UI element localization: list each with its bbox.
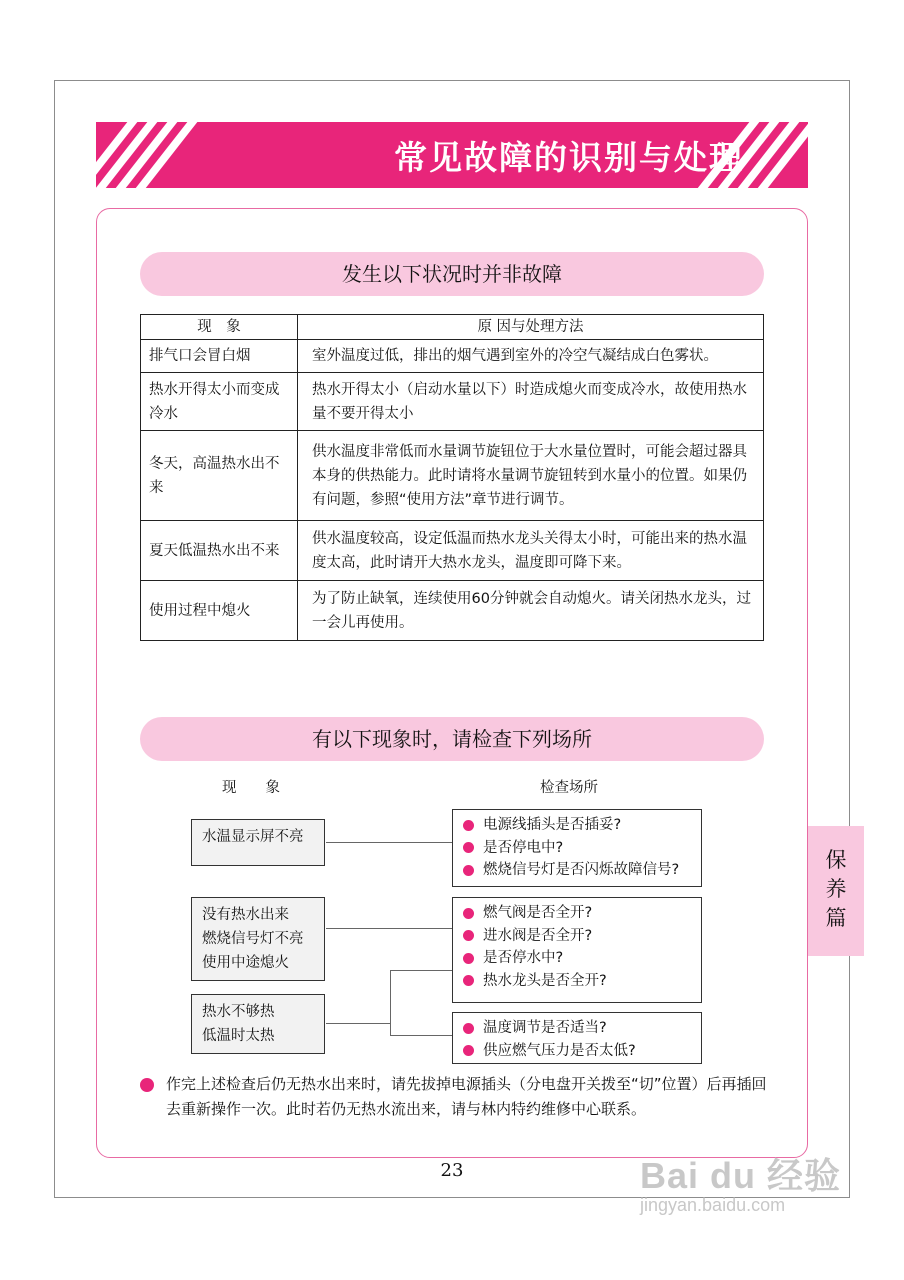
table-row [141,373,764,431]
table-row [141,431,764,521]
table-row [141,521,764,581]
watermark [640,1148,841,1216]
connector-line [326,1023,390,1024]
connector-line [390,970,391,1024]
bullet-icon [463,820,474,831]
bullet-icon [463,842,474,853]
check-item: 进水阀是否全开? [463,925,691,948]
check-item: 是否停电中? [463,837,691,860]
side-tab-char: 篇 [825,906,847,930]
symptom-cell: 冬天，高温热水出不来 [141,431,298,521]
reason-cell: 供水温度非常低而水量调节旋钮位于大水量位置时，可能会超过器具本身的供热能力。此时请将水量调节旋钮转到水量小的位置。如果仍有问题，参照“使用方法”章节进行调节。 [298,431,764,521]
reason-cell: 热水开得太小（启动水量以下）时造成熄火而变成冷水，故使用热水量不要开得太小 [298,373,764,431]
connector-line [326,842,452,843]
symptom-box [191,994,325,1054]
bullet-icon [463,975,474,986]
check-item: 是否停水中? [463,947,691,970]
bullet-icon [463,865,474,876]
bullet-icon [463,953,474,964]
reason-cell: 供水温度较高，设定低温而热水龙头关得太小时，可能出来的热水温度太高，此时请开大热水龙头，温度即可降下来。 [298,521,764,581]
check-box [452,897,702,1003]
check-item: 热水龙头是否全开? [463,970,691,993]
check-item: 温度调节是否适当? [463,1017,691,1040]
check-item: 供应燃气压力是否太低? [463,1040,691,1063]
symptom-cell: 夏天低温热水出不来 [141,521,298,581]
watermark-url: jingyan.baidu.com [640,1195,786,1215]
table-header-symptom: 现 象 [141,315,298,340]
side-tab-char: 保 [825,848,847,872]
connector-line [326,928,452,929]
bullet-icon [140,1078,154,1092]
check-item: 燃气阀是否全开? [463,902,691,925]
symptom-text: 燃烧信号灯不亮 [202,931,304,947]
symptom-text: 使用中途熄火 [202,955,289,971]
title-banner [96,122,808,188]
table-header-row [141,315,764,340]
section2-heading: 有以下现象时，请检查下列场所 [140,717,764,761]
footnote [140,1072,780,1122]
table-row [141,581,764,641]
footnote-text: 作完上述检查后仍无热水出来时，请先拔掉电源插头（分电盘开关拨至“切”位置）后再插回去重新操作一次。此时若仍无热水流出来，请与林内特约维修中心联系。 [166,1075,767,1118]
bullet-icon [463,930,474,941]
symptom-column-label: 现 象 [222,780,280,796]
connector-line [390,1035,452,1036]
symptom-text: 没有热水出来 [202,907,289,923]
symptom-cell: 使用过程中熄火 [141,581,298,641]
symptom-text: 热水不够热 [202,1004,275,1020]
reason-cell: 室外温度过低，排出的烟气遇到室外的冷空气凝结成白色雾状。 [298,340,764,373]
table-header-reason: 原 因与处理方法 [298,315,764,340]
side-tab [808,826,864,956]
check-item: 燃烧信号灯是否闪烁故障信号? [463,859,691,882]
fault-table [140,314,764,641]
table-row [141,340,764,373]
page-title: 常见故障的识别与处理 [394,138,744,177]
check-box [452,809,702,887]
symptom-box [191,819,325,866]
connector-line [390,970,452,971]
symptom-cell: 热水开得太小而变成冷水 [141,373,298,431]
symptom-box [191,897,325,981]
connector-line [390,1023,391,1036]
check-box [452,1012,702,1064]
check-column-label: 检查场所 [540,780,598,796]
bullet-icon [463,1023,474,1034]
symptom-text: 水温显示屏不亮 [202,829,304,845]
section1-heading: 发生以下状况时并非故障 [140,252,764,296]
reason-cell: 为了防止缺氧，连续使用60分钟就会自动熄火。请关闭热水龙头，过一会儿再使用。 [298,581,764,641]
watermark-logo: Bai du 经验 [640,1155,842,1196]
page-number: 23 [440,1160,464,1181]
symptom-cell: 排气口会冒白烟 [141,340,298,373]
bullet-icon [463,1045,474,1056]
bullet-icon [463,908,474,919]
symptom-text: 低温时太热 [202,1028,275,1044]
check-item: 电源线插头是否插妥? [463,814,691,837]
side-tab-char: 养 [825,877,847,901]
